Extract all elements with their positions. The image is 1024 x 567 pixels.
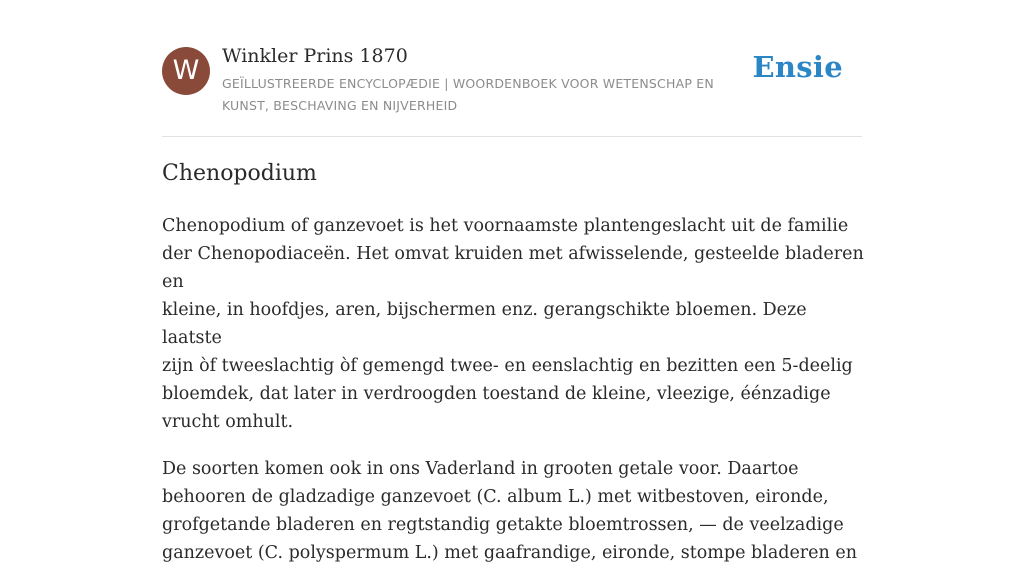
- avatar[interactable]: W: [162, 47, 210, 95]
- ensie-logo[interactable]: Ensie: [752, 50, 843, 84]
- article: [162, 158, 872, 567]
- source-subtitle: GEÏLLUSTREERDE ENCYCLOPÆDIE | WOORDENBOEK VOOR WETENSCHAP EN KUNST, BESCHAVING EN NIJVERHEID: [222, 76, 714, 113]
- source-header: [162, 44, 862, 137]
- article-paragraph: De soorten komen ook in ons Vaderland in grooten getale voor. Daartoe behooren de gladzadige ganzevoet (C. album L.) met witbestoven, eironde, grofgetande bladeren en regtstandig getakte bloemtrossen, — de veelzadige ganzevoet (C. polyspermum L.) met gaafrandige, eironde, stompe bladeren en: [162, 459, 857, 563]
- source-title[interactable]: Winkler Prins 1870: [222, 45, 408, 67]
- article-title: Chenopodium: [162, 161, 317, 186]
- article-paragraph: Chenopodium of ganzevoet is het voornaamste plantengeslacht uit de familie der Chenopodiaceën. Het omvat kruiden met afwisselende, gesteelde bladeren en kleine, in hoofdjes, aren, bijschermen enz. gerangschikte bloemen. Deze laatste zijn òf tweeslachtig òf gemengd twee- en eenslachtig en bezitten een 5-deelig bloemdek, dat later in verdroogden toestand de kleine, vleezige, éénzadige vrucht omhult.: [162, 216, 864, 432]
